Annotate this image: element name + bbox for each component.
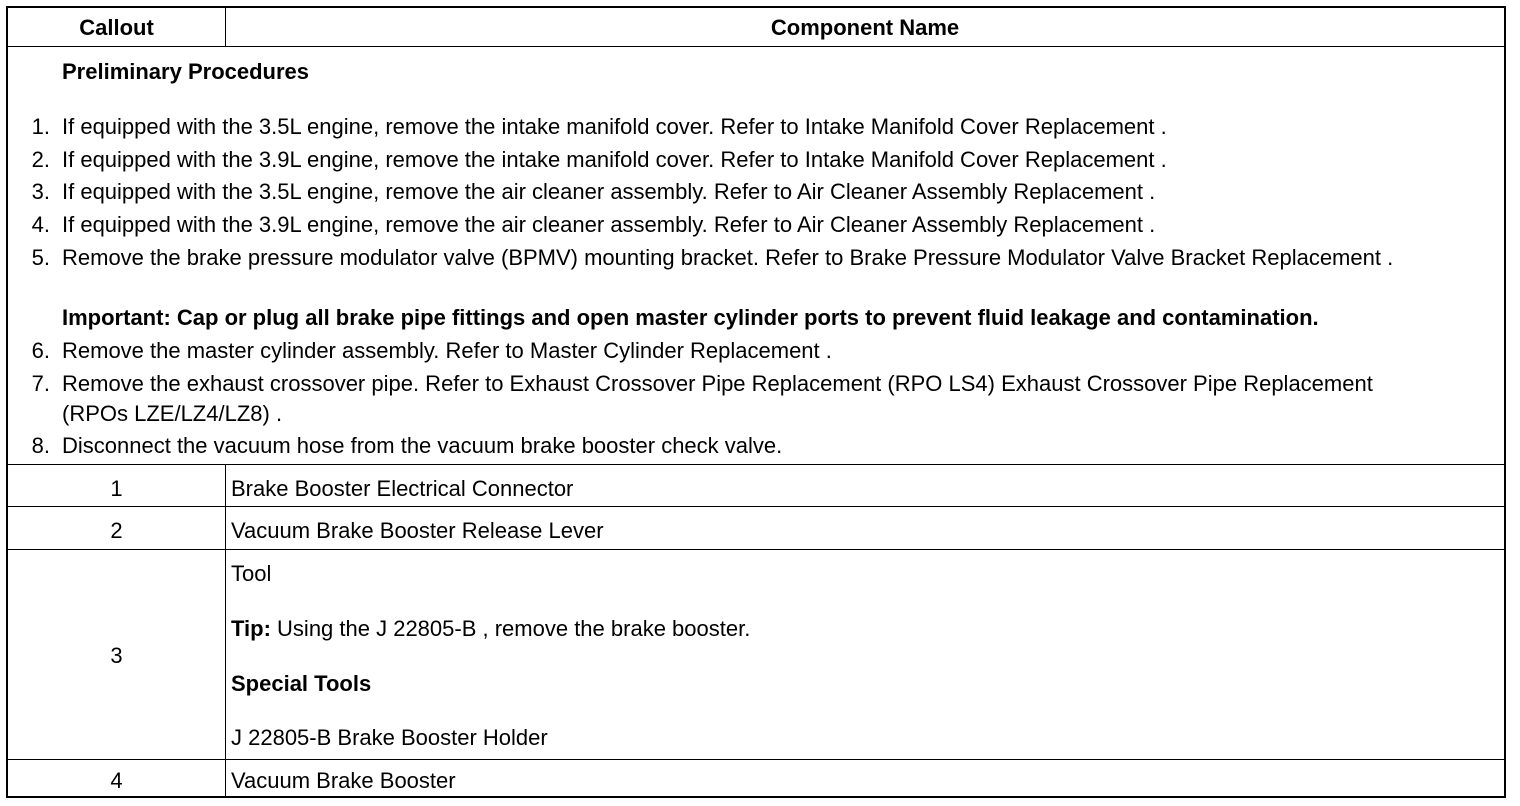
special-tool-item: J 22805-B Brake Booster Holder xyxy=(231,725,548,750)
header-callout: Callout xyxy=(79,15,154,40)
tip-text: Using the J 22805-B , remove the brake booster. xyxy=(277,616,751,641)
procedure-table xyxy=(6,6,1506,798)
step-text: Remove the exhaust crossover pipe. Refer to Exhaust Crossover Pipe Replacement (RPO LS4) Exhaust Crossover Pipe Replacement (RPOs LZE/LZ4/LZ8) . xyxy=(62,371,1373,426)
callout-number: 4 xyxy=(110,768,123,793)
step-number: 3. xyxy=(31,179,50,204)
component-name: Vacuum Brake Booster Release Lever xyxy=(231,518,604,543)
component-name: Tool xyxy=(231,561,272,586)
divider xyxy=(8,549,1504,550)
tip-note xyxy=(231,617,750,641)
important-text: Cap or plug all brake pipe fittings and open master cylinder ports to prevent fluid leakage and contamination. xyxy=(176,305,1319,330)
divider xyxy=(8,46,1504,47)
step-text: If equipped with the 3.9L engine, remove the intake manifold cover. Refer to Intake Manifold Cover Replacement . xyxy=(62,147,1167,172)
preliminary-title: Preliminary Procedures xyxy=(62,59,310,84)
tip-label: Tip: xyxy=(231,616,271,641)
step-number: 8. xyxy=(31,433,50,458)
step-text: If equipped with the 3.5L engine, remove the air cleaner assembly. Refer to Air Cleaner Assembly Replacement . xyxy=(62,179,1156,204)
callout-number: 1 xyxy=(110,476,123,501)
step-text: Remove the master cylinder assembly. Refer to Master Cylinder Replacement . xyxy=(62,338,832,363)
step-text: If equipped with the 3.9L engine, remove the air cleaner assembly. Refer to Air Cleaner Assembly Replacement . xyxy=(62,212,1156,237)
step-number: 1. xyxy=(31,114,50,139)
step-text: Remove the brake pressure modulator valve (BPMV) mounting bracket. Refer to Brake Pressure Modulator Valve Bracket Replacement . xyxy=(62,245,1394,270)
step-number: 2. xyxy=(31,147,50,172)
callout-number: 3 xyxy=(110,643,123,668)
header-component-name: Component Name xyxy=(770,15,960,40)
step-number: 7. xyxy=(31,371,50,396)
step-text: If equipped with the 3.5L engine, remove the intake manifold cover. Refer to Intake Manifold Cover Replacement . xyxy=(62,114,1167,139)
callout-number: 2 xyxy=(110,518,123,543)
component-name: Vacuum Brake Booster xyxy=(231,768,456,793)
important-label: Important: xyxy=(62,305,171,330)
divider xyxy=(8,759,1504,760)
step-number: 5. xyxy=(31,245,50,270)
step-number: 6. xyxy=(31,338,50,363)
divider xyxy=(8,464,1504,465)
step-text: Disconnect the vacuum hose from the vacuum brake booster check valve. xyxy=(62,433,783,458)
divider xyxy=(8,506,1504,507)
component-name: Brake Booster Electrical Connector xyxy=(231,476,574,501)
special-tools-title: Special Tools xyxy=(231,671,372,696)
divider xyxy=(225,464,226,798)
important-note xyxy=(62,306,1319,330)
step-number: 4. xyxy=(31,212,50,237)
